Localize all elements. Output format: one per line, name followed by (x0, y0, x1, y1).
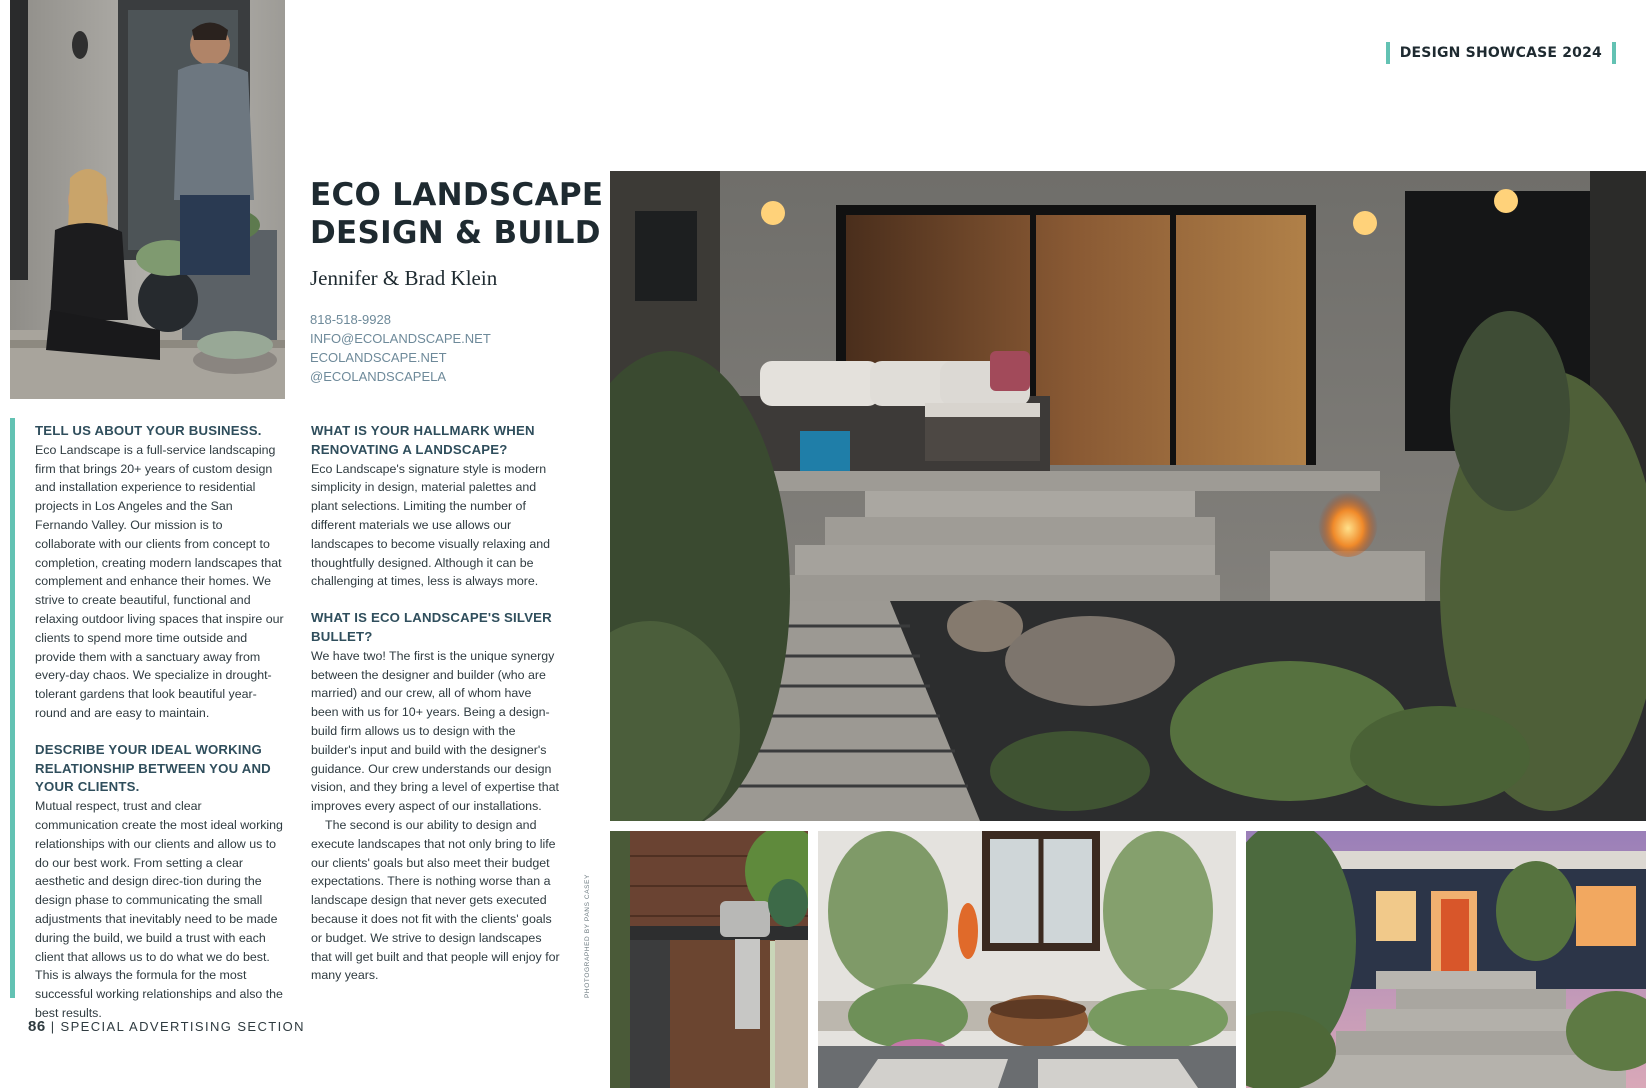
answer-paragraph: We have two! The first is the unique synergy between the designer and builder (who are married) and our crew, all of whom have been with us for 10+ years. Being a design-build firm allows us to design with the builder's input and build with the designer's guidance. Our crew understands our design vision, and they bring a level of expertise that improves every aspect of our installations. (311, 648, 559, 814)
website-link[interactable]: ECOLANDSCAPE.NET (310, 350, 447, 365)
company-title (310, 176, 610, 252)
footer-separator: | (50, 1019, 56, 1034)
accent-bar (10, 418, 15, 998)
company-title-line2: DESIGN & BUILD (310, 215, 601, 251)
page-number: 86 (28, 1018, 46, 1035)
section-badge (1386, 42, 1616, 64)
left-text-column (35, 422, 285, 1023)
email-link[interactable]: INFO@ECOLANDSCAPE.NET (310, 331, 491, 346)
right-text-column (311, 422, 561, 985)
phone-link[interactable]: 818-518-9928 (310, 312, 391, 327)
company-title-line1: ECO LANDSCAPE (310, 177, 604, 213)
portrait-photo-icon (10, 0, 285, 399)
badge-right-bar (1612, 42, 1616, 64)
garden-photo-icon (818, 831, 1236, 1088)
question-heading: DESCRIBE YOUR IDEAL WORKING RELATIONSHIP BETWEEN YOU AND YOUR CLIENTS. (35, 741, 271, 795)
social-link[interactable]: @ECOLANDSCAPELA (310, 369, 447, 384)
entry-photo-icon (1246, 831, 1646, 1088)
owner-names: Jennifer & Brad Klein (310, 266, 498, 290)
question-heading: WHAT IS ECO LANDSCAPE'S SILVER BULLET? (311, 610, 552, 644)
question-heading: WHAT IS YOUR HALLMARK WHEN RENOVATING A LANDSCAPE? (311, 423, 535, 457)
page-footer (28, 1018, 305, 1035)
photo-credit: PHOTOGRAPHED BY PANS CASEY (584, 874, 591, 998)
badge-label: DESIGN SHOWCASE 2024 (1399, 45, 1602, 61)
answer-paragraph: The second is our ability to design and execute landscapes that not only bring to life our clients' goals but also meet their budget expectations. There is nothing worse than a landscape design that never gets executed because it does not fit with the clients' goals or budget. We strive to design landscapes that will get built and that people will enjoy for many years. (311, 817, 560, 983)
kitchen-photo-icon (610, 831, 808, 1088)
contact-block (310, 310, 491, 386)
question-heading: TELL US ABOUT YOUR BUSINESS. (35, 423, 262, 438)
answer-paragraph: Mutual respect, trust and clear communication create the most ideal working relationships with our clients and allow us to do our best work. From setting a clear aesthetic and design direc-tion during the design phase to communicating the small adjustments that inevitably need to be made during the build, we build a trust with each client that allows us to do what we do best. This is always the formula for the most successful working relationships and also the best results. (35, 799, 283, 1020)
answer-paragraph: Eco Landscape is a full-service landscaping firm that brings 20+ years of custom design and installation experience to residential projects in Los Angeles and the San Fernando Valley. Our mission is to collaborate with our clients from concept to completion, creating modern landscapes that complement and enhance their homes. We strive to create beautiful, functional and relaxing outdoor living spaces that inspire our clients to spend more time outside and provide them with a sanctuary away from every-day chaos. We specialize in drought-tolerant gardens that look beautiful year-round and are easy to maintain. (35, 442, 284, 720)
footer-section: SPECIAL ADVERTISING SECTION (60, 1019, 305, 1034)
patio-photo-icon (610, 171, 1646, 821)
answer-paragraph: Eco Landscape's signature style is modern simplicity in design, material palettes and plant selections. Limiting the number of different materials we use allows our landscapes to become visually relaxing and thoughtfully designed. Although it can be challenging at times, less is always more. (311, 461, 551, 589)
